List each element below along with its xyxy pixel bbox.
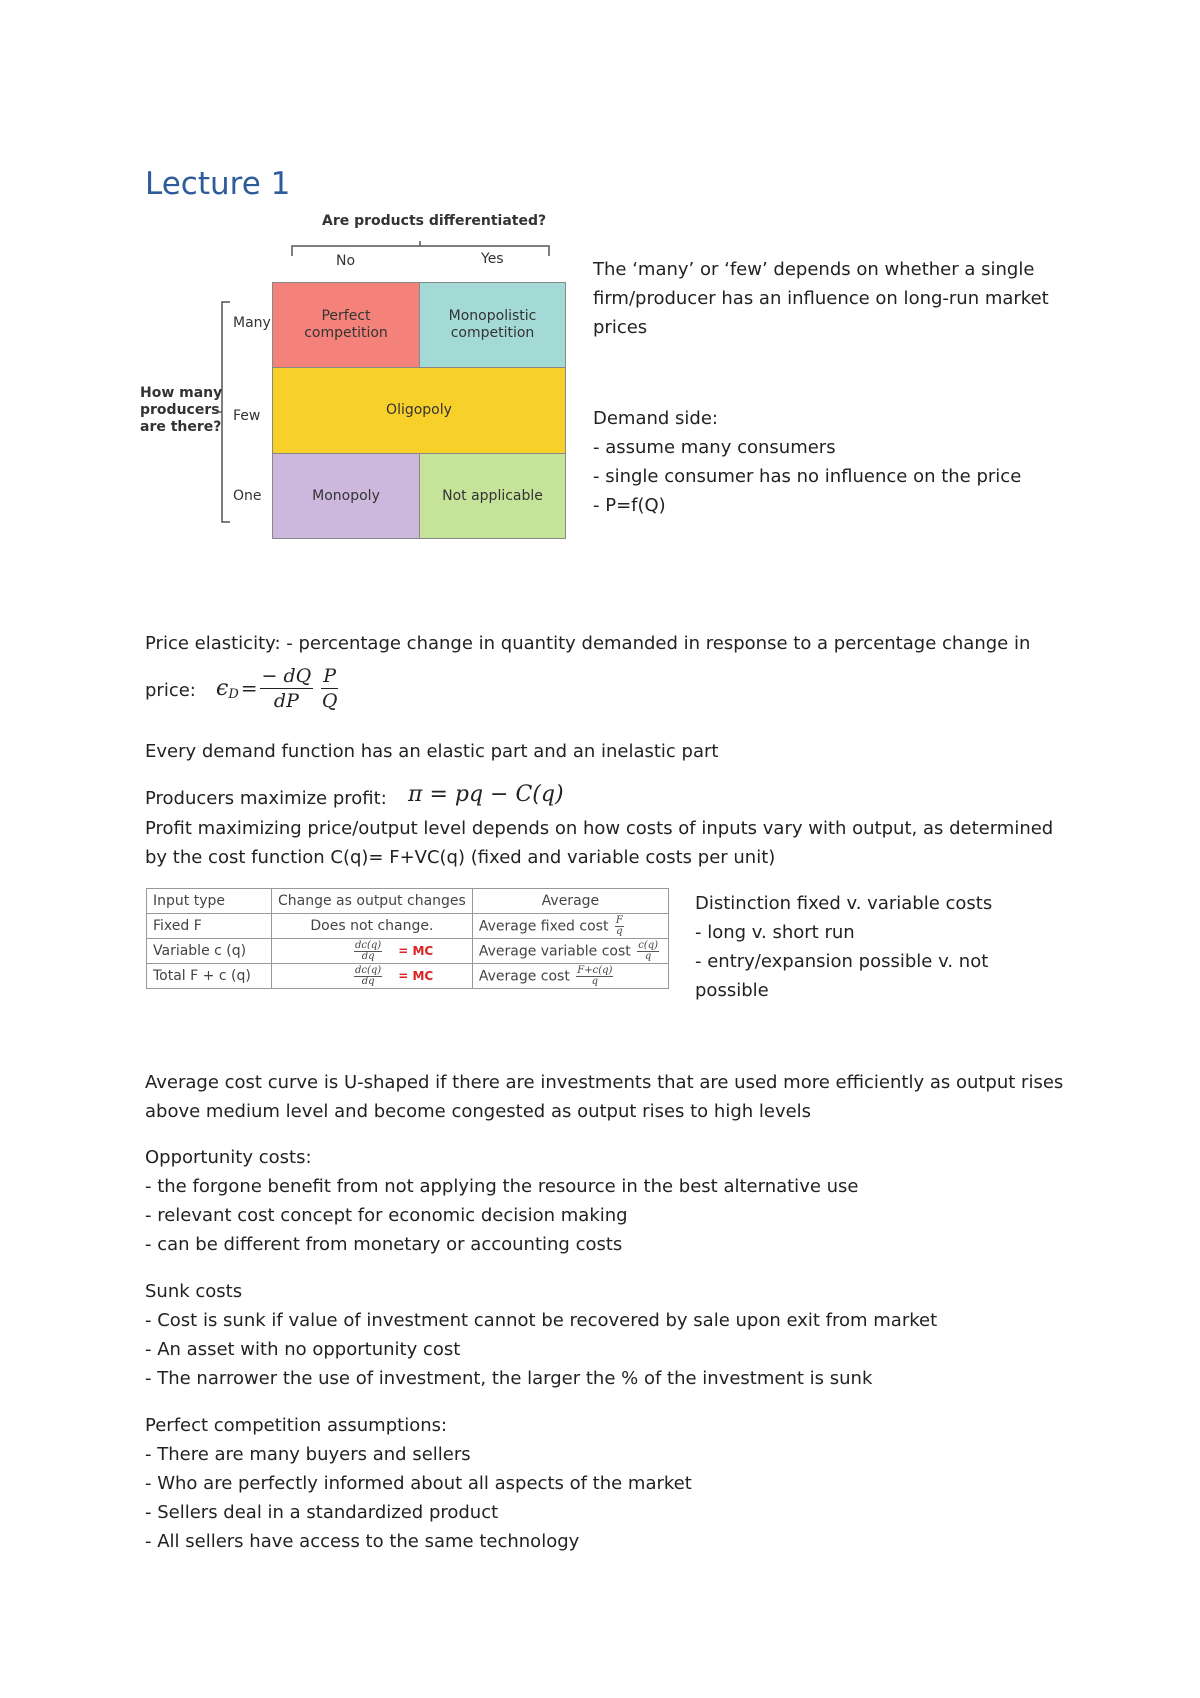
list-item: - Cost is sunk if value of investment cannot be recovered by sale upon exit from market: [145, 1310, 938, 1331]
table-row: Fixed F Does not change. Average fixed cost $\frac{F}{q}$: [147, 914, 669, 939]
profit-formula: π = pq − C(q): [408, 782, 564, 807]
cell-perfect-competition: Perfect competition: [272, 282, 420, 368]
table-row: Total F + c (q) $\frac{dc(q)}{dq}$ = MC Average cost $\frac{F+c(q)}{q}$: [147, 964, 669, 989]
list-item: - P=f(Q): [593, 495, 666, 516]
demand-side-title: Demand side:: [593, 408, 718, 429]
cell-oligopoly: Oligopoly: [272, 367, 566, 454]
table-header: Change as output changes: [272, 889, 473, 914]
table-header-row: [147, 889, 669, 914]
top-bracket-icon: [290, 240, 552, 258]
profit-maximizing-line: Profit maximizing price/output level depends on how costs of inputs vary with output, as determined: [145, 818, 1054, 839]
list-item: - Who are perfectly informed about all aspects of the market: [145, 1473, 692, 1494]
figure-top-question: Are products differentiated?: [322, 213, 547, 229]
list-item: - can be different from monetary or accounting costs: [145, 1234, 623, 1255]
list-item: - relevant cost concept for economic decision making: [145, 1205, 628, 1226]
list-item: - the forgone benefit from not applying the resource in the best alternative use: [145, 1176, 859, 1197]
elasticity-line: Price elasticity: - percentage change in quantity demanded in response to a percentage change in: [145, 633, 1031, 654]
list-item: - assume many consumers: [593, 437, 836, 458]
list-item: - single consumer has no influence on the price: [593, 466, 1022, 487]
sunk-costs-section: [145, 1277, 937, 1393]
average-cost-paragraph: Average cost curve is U-shaped if there are investments that are used more efficiently as output rises above medium level and become congested as output rises to high levels: [145, 1072, 1064, 1122]
figure-few-label: Few: [233, 408, 261, 424]
side-bracket-icon: [216, 300, 232, 526]
cost-table: [146, 888, 669, 989]
opportunity-costs-section: [145, 1143, 859, 1259]
cell-monopolistic-competition: Monopolistic competition: [419, 282, 566, 368]
section-title: Perfect competition assumptions:: [145, 1415, 448, 1436]
figure-one-label: One: [233, 488, 262, 504]
list-item: - There are many buyers and sellers: [145, 1444, 471, 1465]
distinction-note: Distinction fixed v. variable costs - long v. short run - entry/expansion possible v. not possible: [695, 893, 993, 1001]
elasticity-formula: ϵ D = $\frac{- dQ}{dP}$ P Q: [216, 664, 338, 712]
figure-no-label: No: [336, 253, 356, 269]
cost-function-line: by the cost function C(q)= F+VC(q) (fixed and variable costs per unit): [145, 847, 776, 868]
table-row: Variable c (q) $\frac{dc(q)}{dq}$ = MC Average variable cost $\frac{c(q)}{q}$: [147, 939, 669, 964]
every-demand-line: Every demand function has an elastic part and an inelastic part: [145, 741, 719, 762]
demand-side-note: [593, 404, 1021, 520]
cell-monopoly: Monopoly: [272, 453, 420, 539]
figure-many-label: Many: [233, 315, 271, 331]
page-title: Lecture 1: [145, 166, 291, 202]
table-header: Average: [472, 889, 668, 914]
list-item: - Sellers deal in a standardized product: [145, 1502, 499, 1523]
list-item: - An asset with no opportunity cost: [145, 1339, 461, 1360]
producers-label: Producers maximize profit:: [145, 788, 387, 809]
perfect-competition-section: [145, 1411, 692, 1556]
many-few-note: The ‘many’ or ‘few’ depends on whether a single firm/producer has an influence on long-run market prices: [593, 259, 1049, 338]
list-item: - The narrower the use of investment, the larger the % of the investment is sunk: [145, 1368, 873, 1389]
cell-not-applicable: Not applicable: [419, 453, 566, 539]
elasticity-price-label: price:: [145, 680, 196, 701]
list-item: - All sellers have access to the same technology: [145, 1531, 580, 1552]
figure-side-question: How many producers are there?: [140, 385, 223, 435]
figure-yes-label: Yes: [481, 251, 504, 267]
section-title: Opportunity costs:: [145, 1147, 312, 1168]
table-header: Input type: [147, 889, 272, 914]
section-title: Sunk costs: [145, 1281, 243, 1302]
